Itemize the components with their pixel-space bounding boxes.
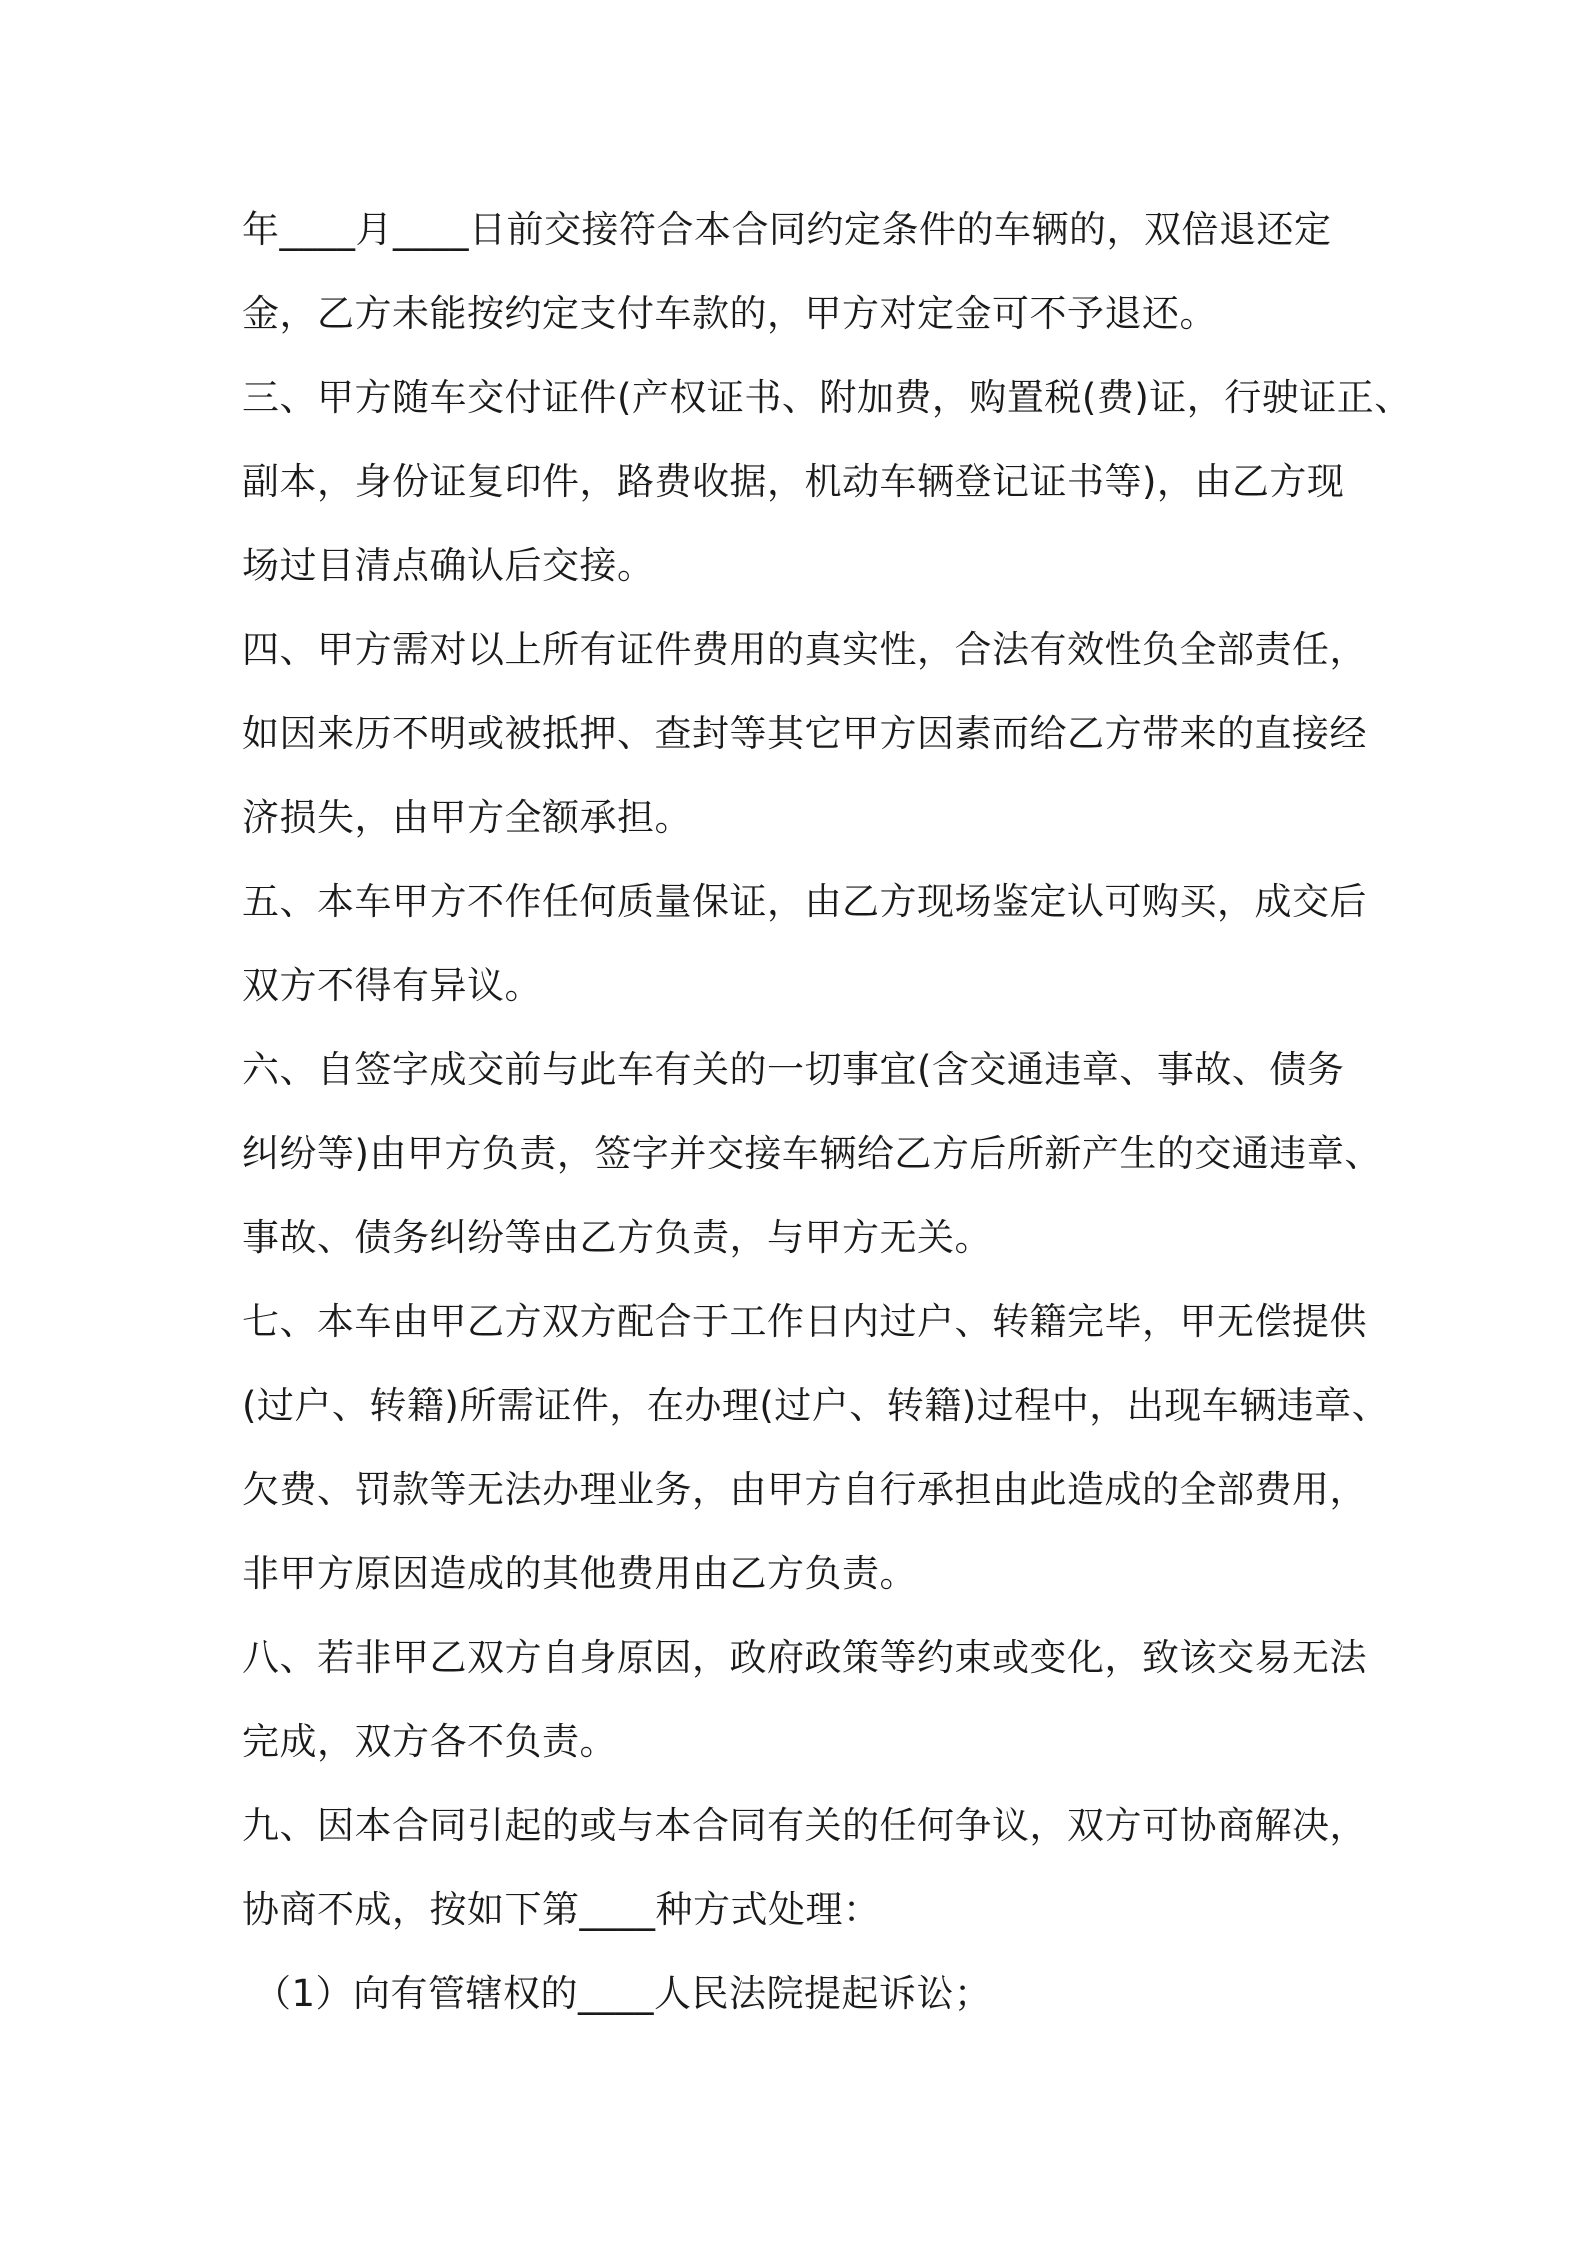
- clause-3: 三、甲方随车交付证件(产权证书、附加费，购置税(费)证，行驶证正、: [242, 376, 1412, 419]
- text-line: 场过目清点确认后交接。: [242, 544, 655, 587]
- clause-9: 九、因本合同引起的或与本合同有关的任何争议，双方可协商解决，: [242, 1804, 1367, 1847]
- text-line: 双方不得有异议。: [242, 964, 542, 1007]
- clause-5: 五、本车甲方不作任何质量保证，由乙方现场鉴定认可购买，成交后: [242, 880, 1367, 923]
- clause-6: 六、自签字成交前与此车有关的一切事宜(含交通违章、事故、债务: [242, 1048, 1345, 1091]
- option-1: （1）向有管辖权的____人民法院提起诉讼；: [254, 1972, 992, 2015]
- text-line: 年____月____日前交接符合本合同约定条件的车辆的，双倍退还定: [242, 208, 1332, 251]
- text-line: 济损失，由甲方全额承担。: [242, 796, 692, 839]
- text-line: 完成，双方各不负责。: [242, 1720, 617, 1763]
- text-line: 事故、债务纠纷等由乙方负责，与甲方无关。: [242, 1216, 992, 1259]
- text-line: 非甲方原因造成的其他费用由乙方负责。: [242, 1552, 917, 1595]
- text-line: 金，乙方未能按约定支付车款的，甲方对定金可不予退还。: [242, 292, 1217, 335]
- text-line: 协商不成，按如下第____种方式处理：: [242, 1888, 881, 1931]
- clause-4: 四、甲方需对以上所有证件费用的真实性，合法有效性负全部责任，: [242, 628, 1367, 671]
- text-line: (过户、转籍)所需证件，在办理(过户、转籍)过程中，出现车辆违章、: [242, 1384, 1390, 1427]
- clause-8: 八、若非甲乙双方自身原因，政府政策等约束或变化，致该交易无法: [242, 1636, 1367, 1679]
- text-line: 如因来历不明或被抵押、查封等其它甲方因素而给乙方带来的直接经: [242, 712, 1367, 755]
- clause-7: 七、本车由甲乙方双方配合于工作日内过户、转籍完毕，甲无偿提供: [242, 1300, 1367, 1343]
- contract-text: [242, 188, 1412, 2036]
- text-line: 副本，身份证复印件，路费收据，机动车辆登记证书等)，由乙方现: [242, 460, 1345, 503]
- text-line: 纠纷等)由甲方负责，签字并交接车辆给乙方后所新产生的交通违章、: [242, 1132, 1382, 1175]
- text-line: 欠费、罚款等无法办理业务，由甲方自行承担由此造成的全部费用，: [242, 1468, 1367, 1511]
